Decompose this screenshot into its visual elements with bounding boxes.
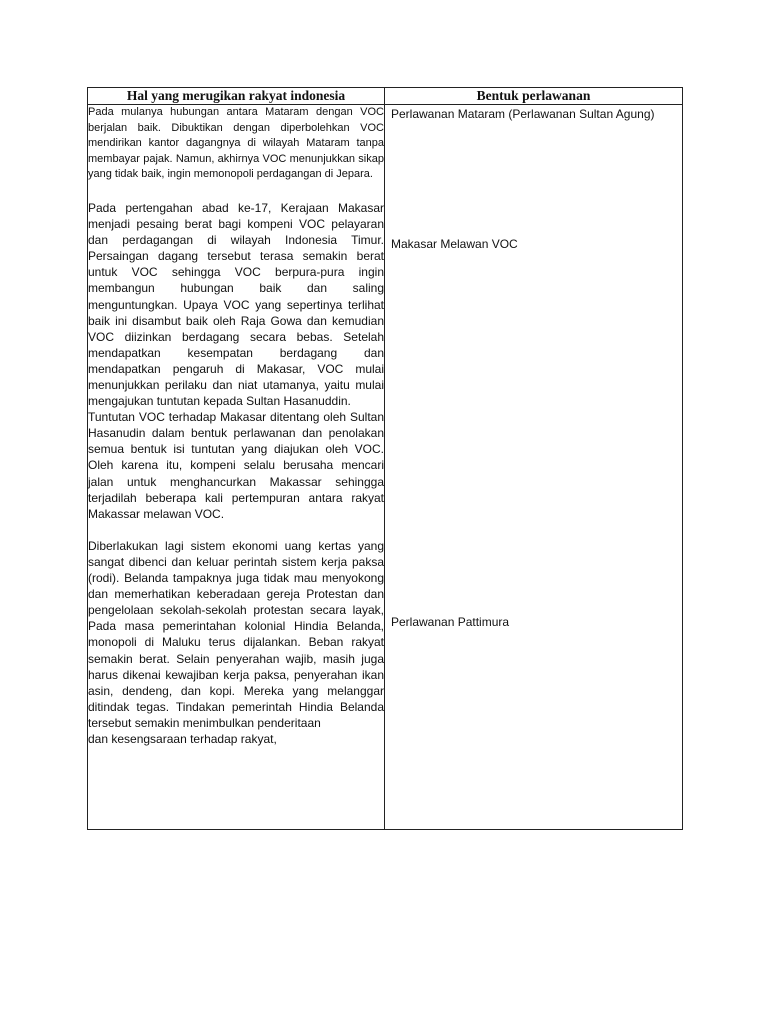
resistance-table	[87, 87, 683, 830]
table-header-row	[88, 88, 683, 105]
paragraph-makasar-1: Pada pertengahan abad ke-17, Kerajaan Makasar menjadi pesaing berat bagi kompeni VOC pelayaran dan perdagangan di wilayah Indonesia Timur. Persaingan dagang tersebut terasa semakin berat untuk VOC sehingga VOC berpura-pura ingin membangun hubungan baik dan saling menguntungkan. Upaya VOC yang sepertinya terlihat baik ini disambut baik oleh Raja Gowa dan kemudian VOC diizinkan berdagang secara bebas. Setelah mendapatkan kesempatan berdagang dan mendapatkan pengaruh di Makasar, VOC mulai menunjukkan perilaku dan niat utamanya, yaitu mulai mengajukan tuntutan kepada Sultan Hasanuddin.	[88, 200, 384, 409]
header-resistance: Bentuk perlawanan	[385, 88, 683, 105]
resistance-pattimura: Perlawanan Pattimura	[391, 615, 510, 629]
paragraph-maluku-end: dan kesengsaraan terhadap rakyat,	[88, 731, 277, 746]
header-harm: Hal yang merugikan rakyat indonesia	[88, 88, 385, 105]
paragraph-maluku: Diberlakukan lagi sistem ekonomi uang kertas yang sangat dibenci dan keluar perintah sistem kerja paksa (rodi). Belanda tampaknya juga tidak mau menyokong dan memerhatikan keberadaan gereja Protestan dan pengelolaan sekolah-sekolah protestan secara layak, Pada masa pemerintahan kolonial Hindia Belanda, monopoli di Maluku terus dijalankan. Beban rakyat semakin berat. Selain penyerahan wajib, masih juga harus dikenai kewajiban kerja paksa, penyerahan ikan asin, dendeng, dan kopi. Mereka yang melanggar ditindak tegas. Tindakan pemerintah Hindia Belanda tersebut semakin menimbulkan penderitaan	[88, 538, 384, 730]
harm-cell	[88, 105, 385, 830]
resistance-makasar: Makasar Melawan VOC	[391, 237, 518, 251]
paragraph-mataram: Pada mulanya hubungan antara Mataram dengan VOC berjalan baik. Dibuktikan dengan diperbolehkan VOC mendirikan kantor dagangnya di wilayah Mataram tanpa membayar pajak. Namun, akhirnya VOC menunjukkan sikap yang tidak baik, ingin memonopoli perdagangan di Jepara.	[88, 106, 384, 181]
table-row	[88, 105, 683, 830]
paragraph-makasar-2: Tuntutan VOC terhadap Makasar ditentang oleh Sultan Hasanudin dalam bentuk perlawanan dan penolakan semua bentuk isi tuntutan yang diajukan oleh VOC. Oleh karena itu, kompeni selalu berusaha mencari jalan untuk menghancurkan Makassar sehingga terjadilah beberapa kali pertempuran antara rakyat Makassar melawan VOC.	[88, 410, 384, 521]
resistance-cell	[385, 105, 683, 830]
resistance-mataram: Perlawanan Mataram (Perlawanan Sultan Agung)	[391, 107, 655, 121]
